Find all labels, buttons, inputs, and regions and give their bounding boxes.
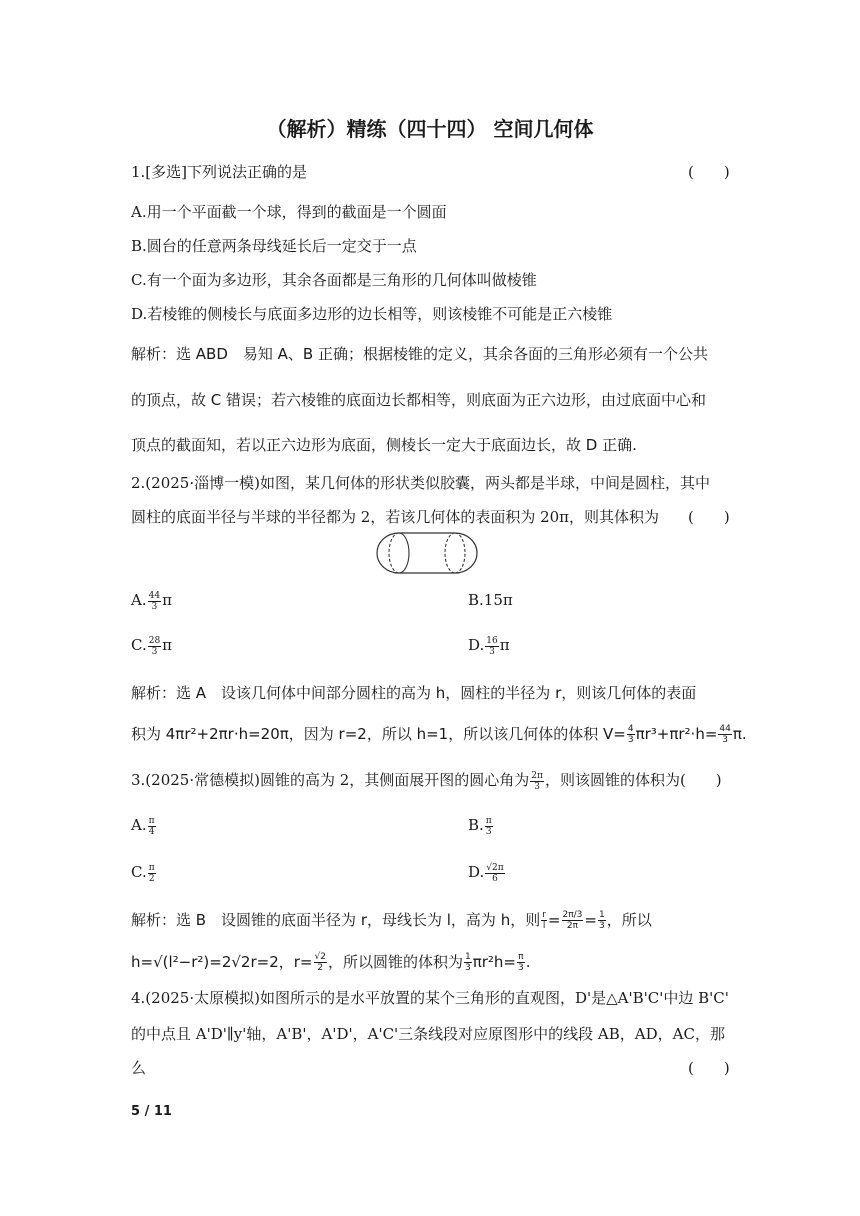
fraction: $\frac{r}{l}$ xyxy=(542,910,546,931)
q1-option-a: A.用一个平面截一个球，得到的截面是一个圆面 xyxy=(131,203,447,221)
q1-option-d: D.若棱锥的侧棱长与底面多边形的边长相等，则该棱锥不可能是正六棱锥 xyxy=(131,305,613,323)
fraction: $\frac{2\pi}{3}$ xyxy=(531,770,543,792)
q2-solution-line-2: 积为 4πr²+2πr·h=20π，因为 r=2，所以 h=1，所以该几何体的体积 V= $\frac{4}{3}$ πr³+πr²·h= $\frac{44}{3}$ π. xyxy=(131,724,747,745)
q1-option-b: B.圆台的任意两条母线延长后一定交于一点 xyxy=(131,237,417,255)
fraction: $\frac{\pi}{3}$ xyxy=(485,815,492,837)
fraction: $\frac{4}{3}$ xyxy=(627,724,634,745)
q3-option-c: C. $\frac{\pi}{2}$ xyxy=(131,862,155,884)
q2-answer-blank: ( ) xyxy=(688,508,730,526)
fraction: $\frac{\pi}{2}$ xyxy=(148,862,155,884)
q3-option-b: B. $\frac{\pi}{3}$ xyxy=(468,815,492,837)
q4-stem-line-1: 4.(2025·太原模拟)如图所示的是水平放置的某个三角形的直观图，D'是△A'B'C'中边 B'C' xyxy=(131,989,729,1007)
q2-option-a: A. $\frac{44}{3}$ π xyxy=(131,590,172,612)
fraction: $\frac{44}{3}$ xyxy=(719,724,731,745)
capsule-figure xyxy=(371,528,483,578)
q4-stem-line-2: 的中点且 A'D'∥y'轴，A'B'，A'D'，A'C'三条线段对应原图形中的线段 AB，AD，AC，那 xyxy=(131,1025,725,1043)
q3-solution-line-1: 解析：选 B 设圆锥的底面半径为 r，母线长为 l，高为 h，则 $\frac{r}{l}$ = $\frac{2\pi/3}{2\pi}$ = $\frac{1}{3}$ ，所以 xyxy=(131,910,652,931)
q2-option-b: B.15π xyxy=(468,591,513,609)
fraction: $\frac{2\pi/3}{2\pi}$ xyxy=(562,910,583,931)
fraction: $\frac{1}{3}$ xyxy=(464,952,471,973)
page-number: 5 / 11 xyxy=(131,1104,172,1119)
q1-stem: 1.[多选]下列说法正确的是 xyxy=(131,163,308,181)
fraction: $\frac{\pi}{4}$ xyxy=(148,815,155,837)
q1-solution-line-1: 解析：选 ABD 易知 A、B 正确；根据棱锥的定义，其余各面的三角形必须有一个公共 xyxy=(131,345,708,363)
fraction: $\frac{1}{3}$ xyxy=(598,910,605,931)
q2-solution-line-1: 解析：选 A 设该几何体中间部分圆柱的高为 h，圆柱的半径为 r，则该几何体的表面 xyxy=(131,684,697,702)
q4-stem-line-3: 么 xyxy=(131,1059,147,1077)
q3-option-d: D. $\frac{√2\pi}{6}$ xyxy=(468,862,504,884)
q2-stem-line-1: 2.(2025·淄博一模)如图，某几何体的形状类似胶囊，两头都是半球，中间是圆柱，其中 xyxy=(131,474,710,492)
q2-option-c: C. $\frac{28}{3}$ π xyxy=(131,635,173,657)
q3-solution-line-2: h=√(l²−r²)=2√2r=2，r= $\frac{√2}{2}$ ，所以圆锥的体积为 $\frac{1}{3}$ πr²h= $\frac{\pi}{3}$ . xyxy=(131,952,531,973)
q1-solution-line-3: 顶点的截面知，若以正六边形为底面，侧棱长一定大于底面边长，故 D 正确. xyxy=(131,436,637,454)
q3-stem: 3.(2025·常德模拟)圆锥的高为 2，其侧面展开图的圆心角为 $\frac{2\pi}{3}$ ，则该圆锥的体积为( ) xyxy=(131,770,722,792)
q3-option-a: A. $\frac{\pi}{4}$ xyxy=(131,815,155,837)
fraction: $\frac{16}{3}$ xyxy=(486,635,498,657)
fraction: $\frac{√2\pi}{6}$ xyxy=(486,862,504,884)
page-title: （解析）精练（四十四） 空间几何体 xyxy=(266,117,594,141)
q1-answer-blank: ( ) xyxy=(688,163,730,181)
q2-option-d: D. $\frac{16}{3}$ π xyxy=(468,635,510,657)
q1-solution-line-2: 的顶点，故 C 错误；若六棱锥的底面边长都相等，则底面为正六边形，由过底面中心和 xyxy=(131,391,707,409)
q2-stem-line-2: 圆柱的底面半径与半球的半径都为 2，若该几何体的表面积为 20π，则其体积为 xyxy=(131,508,660,526)
fraction: $\frac{28}{3}$ xyxy=(148,635,161,657)
fraction: $\frac{44}{3}$ xyxy=(148,590,161,612)
q1-option-c: C.有一个面为多边形，其余各面都是三角形的几何体叫做棱锥 xyxy=(131,271,537,289)
fraction: $\frac{\pi}{3}$ xyxy=(518,952,524,973)
fraction: $\frac{√2}{2}$ xyxy=(314,952,326,973)
q4-answer-blank: ( ) xyxy=(688,1059,730,1077)
